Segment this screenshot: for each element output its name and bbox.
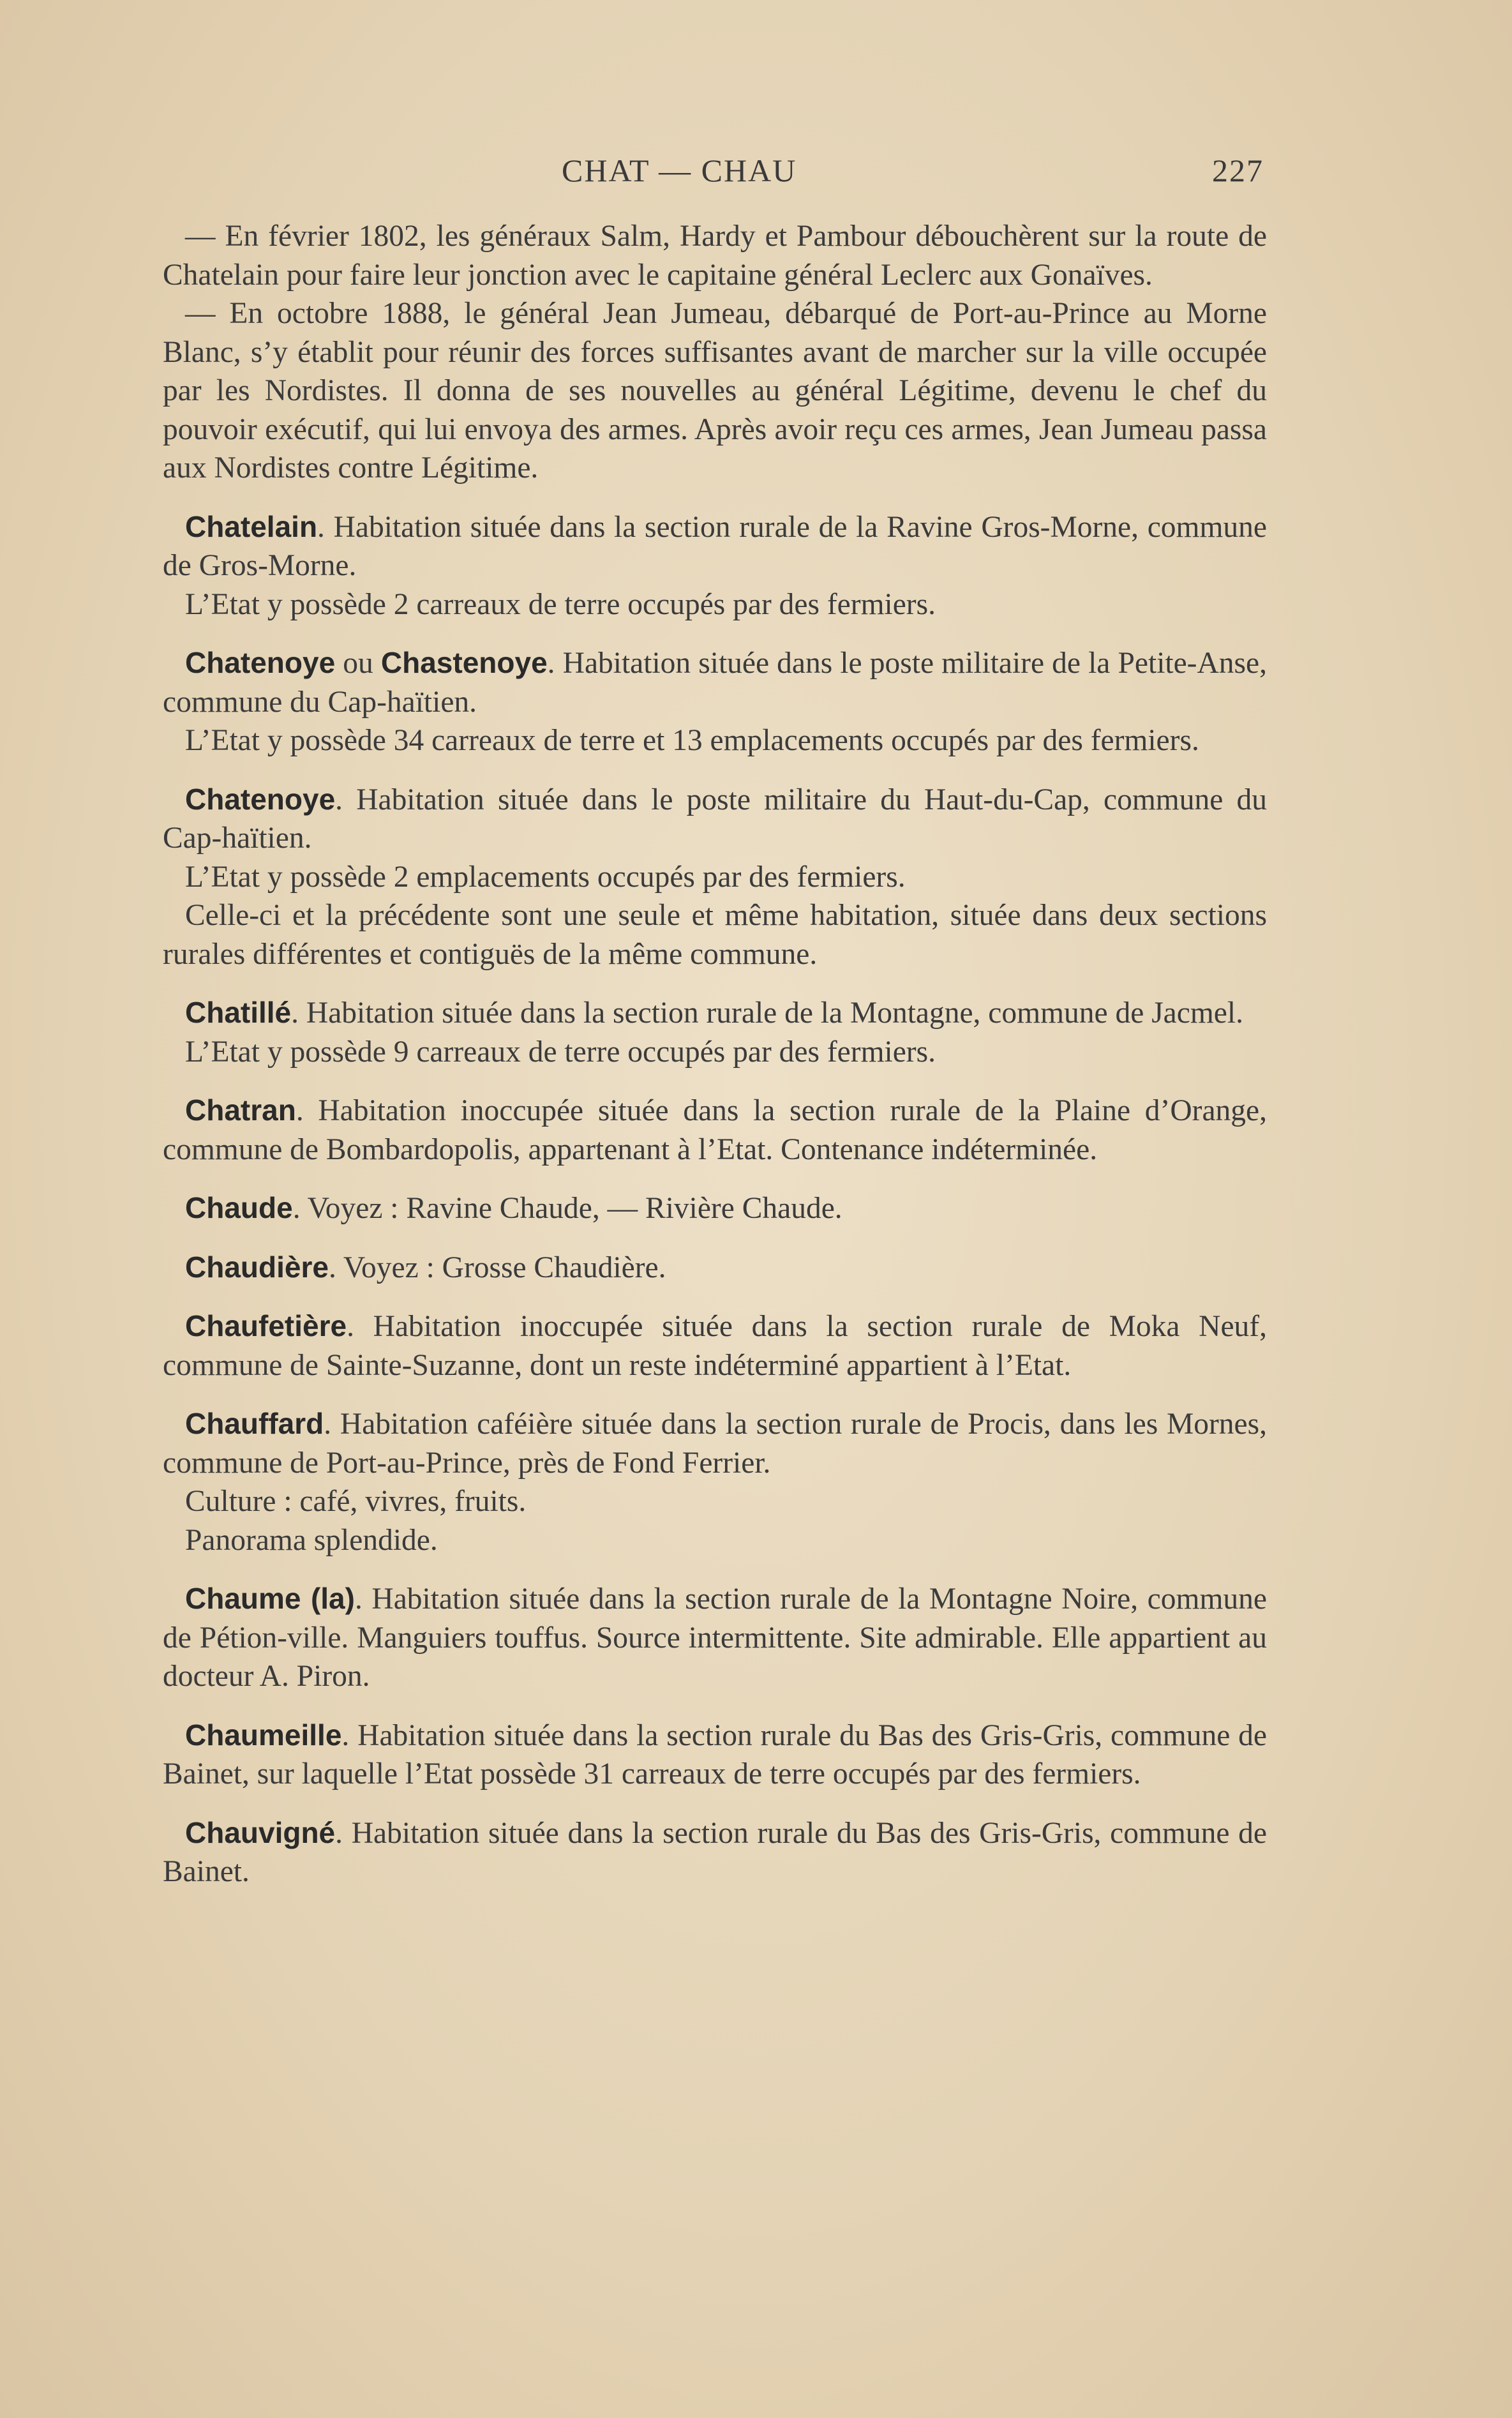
entry-term: Chaumeille (185, 1718, 342, 1752)
dictionary-entry (163, 1716, 1267, 1794)
intro-paragraph: — En octobre 1888, le général Jean Jumeau, débarqué de Port-au-Prince au Morne Blanc, s’y établit pour réunir des forces suffisantes avant de marcher sur la ville occupée par les Nordistes. Il donna de ses nouvelles au général Légitime, devenu le chef du pouvoir exécutif, qui lui envoya des armes. Après avoir reçu ces armes, Jean Jumeau passa aux Nordistes contre Légitime. (163, 297, 1267, 484)
dictionary-entry (163, 1307, 1267, 1385)
entry-term: Chatelain (185, 509, 318, 543)
entry-definition: . Voyez : Grosse Chaudière. (328, 1250, 666, 1284)
entry-term: Chauffard (185, 1407, 324, 1440)
dictionary-entry (163, 780, 1267, 858)
entry-note: L’Etat y possède 34 carreaux de terre et 13 emplacements occupés par des fermiers. (185, 724, 1199, 757)
page-body (163, 217, 1267, 1891)
entry-term: Chaudière (185, 1250, 329, 1284)
dictionary-entry (163, 1248, 1267, 1288)
dictionary-entry (163, 507, 1267, 585)
entry-definition: . Habitation située dans la section rurale de la Ravine Gros-Morne, commune de Gros-Morne. (163, 510, 1267, 582)
entry-definition: . Habitation inoccupée située dans la section rurale de la Plaine d’Orange, commune de Bombardopolis, appartenant à l’Etat. Contenance indéterminée. (163, 1094, 1267, 1166)
dictionary-entry (163, 1091, 1267, 1169)
intro-paragraph: — En février 1802, les généraux Salm, Hardy et Pambour débouchèrent sur la route de Chatelain pour faire leur jonction avec le capitaine général Leclerc aux Gonaïves. (163, 220, 1267, 292)
entry-note: Culture : café, vivres, fruits. (185, 1485, 527, 1518)
entry-definition: . Voyez : Ravine Chaude, — Rivière Chaude. (292, 1192, 842, 1225)
entry-definition: . Habitation située dans la section rurale de la Montagne Noire, commune de Pétion-ville. Manguiers touffus. Source intermittente. Site admirable. Elle appartient au docteur A. Piron. (163, 1582, 1267, 1693)
entry-note: L’Etat y possède 2 emplacements occupés par des fermiers. (185, 860, 906, 894)
dictionary-entry (163, 1189, 1267, 1228)
entry-note: Celle-ci et la précédente sont une seule et même habitation, située dans deux sections rurales différentes et contiguës de la même commune. (163, 899, 1267, 971)
entry-term: Chaume (la) (185, 1582, 355, 1615)
dictionary-entry (163, 1579, 1267, 1696)
entry-term: Chatenoye (185, 646, 336, 679)
entry-definition: . Habitation située dans la section rurale du Bas des Gris-Gris, commune de Bainet. (163, 1816, 1267, 1888)
header-title: CHAT — CHAU (562, 153, 797, 188)
entry-definition: . Habitation caféière située dans la section rurale de Procis, dans les Mornes, commune de Port-au-Prince, près de Fond Ferrier. (163, 1408, 1267, 1480)
dictionary-entry (163, 993, 1267, 1033)
entry-term-variant: Chastenoye (380, 646, 548, 679)
dictionary-entry (163, 1404, 1267, 1482)
entry-term: Chatenoye (185, 782, 336, 816)
entry-definition: . Habitation située dans la section rurale du Bas des Gris-Gris, commune de Bainet, sur laquelle l’Etat possède 31 carreaux de terre occupés par des fermiers. (163, 1718, 1267, 1791)
entry-term: Chatran (185, 1093, 296, 1127)
running-header (562, 152, 1264, 203)
entry-definition: . Habitation inoccupée située dans la section rurale de Moka Neuf, commune de Sainte-Suzanne, dont un reste indéterminé appartient à l’Etat. (163, 1310, 1267, 1382)
dictionary-entry (163, 643, 1267, 721)
entry-term: Chaude (185, 1191, 293, 1224)
entry-definition: . Habitation située dans le poste militaire du Haut-du-Cap, commune du Cap-haïtien. (163, 783, 1267, 855)
entry-note: L’Etat y possède 2 carreaux de terre occupés par des fermiers. (185, 587, 936, 621)
entry-connector: ou (335, 647, 381, 680)
entry-definition: . Habitation située dans le poste militaire de la Petite-Anse, commune du Cap-haïtien. (163, 647, 1267, 719)
dictionary-entry (163, 1814, 1267, 1891)
page-number: 227 (1212, 153, 1264, 188)
entry-term: Chaufetière (185, 1309, 347, 1342)
entry-definition: . Habitation située dans la section rurale de la Montagne, commune de Jacmel. (291, 996, 1243, 1030)
entry-note: Panorama splendide. (185, 1523, 438, 1557)
entry-term: Chauvigné (185, 1815, 336, 1849)
entry-note: L’Etat y possède 9 carreaux de terre occupés par des fermiers. (185, 1035, 936, 1069)
entry-term: Chatillé (185, 996, 292, 1029)
